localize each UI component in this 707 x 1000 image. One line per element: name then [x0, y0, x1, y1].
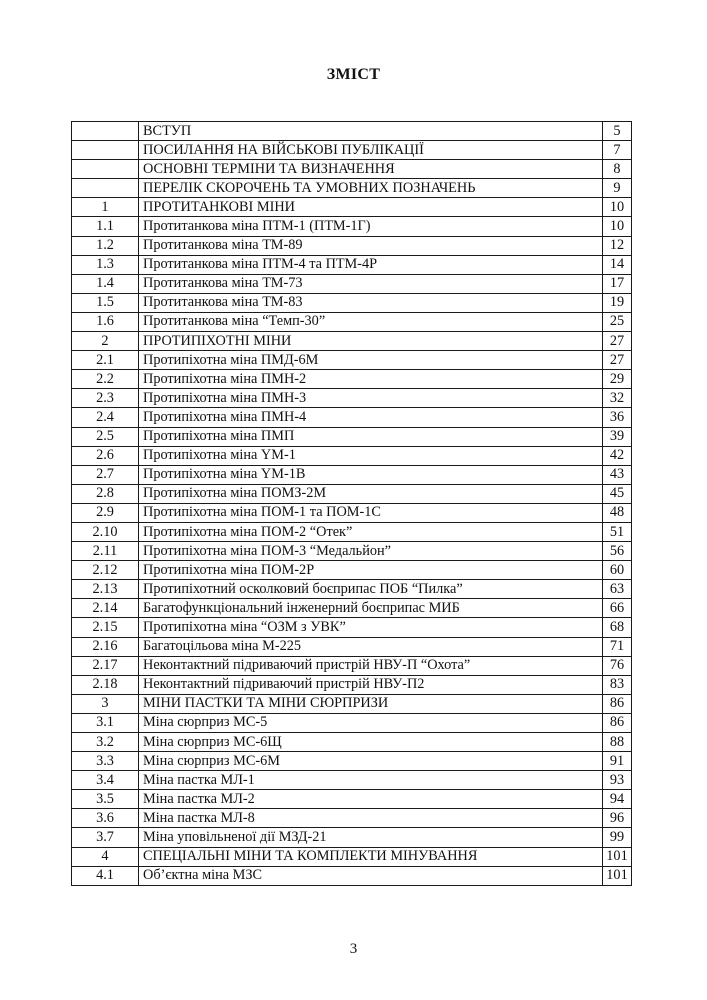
- section-number: 2.15: [72, 618, 139, 637]
- page-ref: 88: [603, 733, 632, 752]
- page-ref: 101: [603, 847, 632, 866]
- section-title: Протипіхотна міна ПМП: [139, 427, 603, 446]
- toc-row: [72, 160, 632, 179]
- section-title: ПОСИЛАННЯ НА ВІЙСЬКОВІ ПУБЛІКАЦІЇ: [139, 141, 603, 160]
- section-number: 2.13: [72, 580, 139, 599]
- page-ref: 32: [603, 389, 632, 408]
- section-title: Протитанкова міна ПТМ-4 та ПТМ-4Р: [139, 255, 603, 274]
- section-title: Міна пастка МЛ-2: [139, 790, 603, 809]
- section-title: Протипіхотна міна ПМН-2: [139, 370, 603, 389]
- page-ref: 10: [603, 217, 632, 236]
- toc-row: [72, 542, 632, 561]
- page-ref: 42: [603, 446, 632, 465]
- page-ref: 9: [603, 179, 632, 198]
- section-number: 2.7: [72, 465, 139, 484]
- toc-row: [72, 771, 632, 790]
- section-title: ПЕРЕЛІК СКОРОЧЕНЬ ТА УМОВНИХ ПОЗНАЧЕНЬ: [139, 179, 603, 198]
- page-ref: 60: [603, 561, 632, 580]
- section-number: 2.12: [72, 561, 139, 580]
- section-number: [72, 160, 139, 179]
- section-title: Міна пастка МЛ-8: [139, 809, 603, 828]
- section-title: Протипіхотна міна ПОМ-2Р: [139, 561, 603, 580]
- section-number: 2.17: [72, 656, 139, 675]
- table-of-contents: [71, 121, 632, 886]
- page-ref: 5: [603, 122, 632, 141]
- toc-row: [72, 637, 632, 656]
- page-ref: 10: [603, 198, 632, 217]
- toc-row: [72, 561, 632, 580]
- section-number: 1.6: [72, 312, 139, 331]
- toc-body: [72, 122, 632, 886]
- section-title: Протитанкова міна ТМ-89: [139, 236, 603, 255]
- section-title: Неконтактний підриваючий пристрій НВУ-П2: [139, 675, 603, 694]
- section-number: 1.1: [72, 217, 139, 236]
- page-ref: 51: [603, 522, 632, 541]
- section-number: 2.5: [72, 427, 139, 446]
- page-ref: 91: [603, 752, 632, 771]
- section-number: 2.14: [72, 599, 139, 618]
- page-ref: 27: [603, 351, 632, 370]
- section-number: 2.4: [72, 408, 139, 427]
- toc-row: [72, 236, 632, 255]
- section-title: ВСТУП: [139, 122, 603, 141]
- toc-row: [72, 599, 632, 618]
- toc-row: [72, 465, 632, 484]
- page-ref: 17: [603, 274, 632, 293]
- section-title: Міна пастка МЛ-1: [139, 771, 603, 790]
- section-title: Міна сюрприз МС-6Щ: [139, 733, 603, 752]
- section-title: СПЕЦІАЛЬНІ МІНИ ТА КОМПЛЕКТИ МІНУВАННЯ: [139, 847, 603, 866]
- toc-row: [72, 675, 632, 694]
- section-title: Протитанкова міна “Темп-30”: [139, 312, 603, 331]
- page-ref: 25: [603, 312, 632, 331]
- page-ref: 76: [603, 656, 632, 675]
- section-title: Багатофункціональний інженерний боєприпас МИБ: [139, 599, 603, 618]
- section-number: 3.2: [72, 733, 139, 752]
- section-title: Міна уповільненої дії МЗД-21: [139, 828, 603, 847]
- toc-row: [72, 656, 632, 675]
- section-number: 2.8: [72, 484, 139, 503]
- page-ref: 27: [603, 332, 632, 351]
- page-ref: 66: [603, 599, 632, 618]
- toc-row: [72, 332, 632, 351]
- section-title: Міна сюрприз МС-6М: [139, 752, 603, 771]
- toc-row: [72, 790, 632, 809]
- section-number: 4.1: [72, 866, 139, 885]
- section-number: 2.10: [72, 522, 139, 541]
- section-title: Неконтактний підриваючий пристрій НВУ-П “Охота”: [139, 656, 603, 675]
- section-title: ПРОТИПІХОТНІ МІНИ: [139, 332, 603, 351]
- toc-row: [72, 141, 632, 160]
- toc-row: [72, 293, 632, 312]
- section-title: Протипіхотна міна “ОЗМ з УВК”: [139, 618, 603, 637]
- section-number: 3.4: [72, 771, 139, 790]
- page-ref: 39: [603, 427, 632, 446]
- page-ref: 14: [603, 255, 632, 274]
- page-ref: 83: [603, 675, 632, 694]
- toc-row: [72, 427, 632, 446]
- page-ref: 93: [603, 771, 632, 790]
- section-title: Протипіхотна міна YМ-1: [139, 446, 603, 465]
- toc-row: [72, 752, 632, 771]
- section-number: 2.9: [72, 503, 139, 522]
- toc-row: [72, 618, 632, 637]
- page-ref: 45: [603, 484, 632, 503]
- section-title: МІНИ ПАСТКИ ТА МІНИ СЮРПРИЗИ: [139, 694, 603, 713]
- section-title: Міна сюрприз МС-5: [139, 713, 603, 732]
- toc-row: [72, 809, 632, 828]
- section-title: Протитанкова міна ТМ-83: [139, 293, 603, 312]
- toc-row: [72, 522, 632, 541]
- page-ref: 96: [603, 809, 632, 828]
- page-ref: 56: [603, 542, 632, 561]
- section-title: Протипіхотна міна ПОМ-3 “Медальйон”: [139, 542, 603, 561]
- section-number: 1.2: [72, 236, 139, 255]
- page-number: 3: [349, 941, 358, 957]
- section-number: 2.16: [72, 637, 139, 656]
- section-number: 2.2: [72, 370, 139, 389]
- section-number: 2.11: [72, 542, 139, 561]
- toc-row: [72, 198, 632, 217]
- page-ref: 86: [603, 713, 632, 732]
- section-title: Протипіхотна міна ПМН-3: [139, 389, 603, 408]
- section-title: Багатоцільова міна М-225: [139, 637, 603, 656]
- page-ref: 48: [603, 503, 632, 522]
- page-ref: 99: [603, 828, 632, 847]
- section-title: Протипіхотна міна ПОМЗ-2М: [139, 484, 603, 503]
- section-title: Протитанкова міна ТМ-73: [139, 274, 603, 293]
- section-title: Протипіхотна міна YМ-1В: [139, 465, 603, 484]
- section-number: 2.3: [72, 389, 139, 408]
- page-ref: 101: [603, 866, 632, 885]
- page-ref: 36: [603, 408, 632, 427]
- toc-row: [72, 847, 632, 866]
- toc-row: [72, 351, 632, 370]
- section-number: 3.1: [72, 713, 139, 732]
- section-title: Протипіхотна міна ПОМ-1 та ПОМ-1С: [139, 503, 603, 522]
- toc-row: [72, 408, 632, 427]
- toc-row: [72, 580, 632, 599]
- section-number: 3.6: [72, 809, 139, 828]
- page-ref: 94: [603, 790, 632, 809]
- section-title: Протипіхотна міна ПМД-6М: [139, 351, 603, 370]
- section-number: 2.1: [72, 351, 139, 370]
- section-number: 3.5: [72, 790, 139, 809]
- section-number: 1.4: [72, 274, 139, 293]
- section-number: 3.7: [72, 828, 139, 847]
- page-ref: 68: [603, 618, 632, 637]
- section-number: 4: [72, 847, 139, 866]
- toc-row: [72, 484, 632, 503]
- toc-row: [72, 179, 632, 198]
- section-number: 3.3: [72, 752, 139, 771]
- section-number: 2.18: [72, 675, 139, 694]
- page-ref: 29: [603, 370, 632, 389]
- section-title: ПРОТИТАНКОВІ МІНИ: [139, 198, 603, 217]
- page-ref: 86: [603, 694, 632, 713]
- section-title: Об’єктна міна МЗС: [139, 866, 603, 885]
- section-number: 3: [72, 694, 139, 713]
- page-ref: 43: [603, 465, 632, 484]
- toc-row: [72, 713, 632, 732]
- toc-row: [72, 255, 632, 274]
- section-number: [72, 179, 139, 198]
- toc-row: [72, 274, 632, 293]
- section-number: [72, 122, 139, 141]
- section-number: [72, 141, 139, 160]
- page-ref: 8: [603, 160, 632, 179]
- section-title: Протитанкова міна ПТМ-1 (ПТМ-1Г): [139, 217, 603, 236]
- section-title: Протипіхотний осколковий боєприпас ПОБ “Пилка”: [139, 580, 603, 599]
- toc-row: [72, 828, 632, 847]
- page-ref: 7: [603, 141, 632, 160]
- section-number: 1: [72, 198, 139, 217]
- toc-row: [72, 370, 632, 389]
- section-title: ОСНОВНІ ТЕРМІНИ ТА ВИЗНАЧЕННЯ: [139, 160, 603, 179]
- page-title: ЗМІСТ: [326, 66, 381, 83]
- toc-row: [72, 446, 632, 465]
- toc-row: [72, 312, 632, 331]
- page-ref: 19: [603, 293, 632, 312]
- section-number: 2.6: [72, 446, 139, 465]
- toc-row: [72, 866, 632, 885]
- section-number: 1.3: [72, 255, 139, 274]
- section-title: Протипіхотна міна ПОМ-2 “Отек”: [139, 522, 603, 541]
- toc-row: [72, 217, 632, 236]
- toc-row: [72, 694, 632, 713]
- section-title: Протипіхотна міна ПМН-4: [139, 408, 603, 427]
- toc-row: [72, 122, 632, 141]
- section-number: 2: [72, 332, 139, 351]
- toc-row: [72, 733, 632, 752]
- toc-row: [72, 389, 632, 408]
- page-ref: 71: [603, 637, 632, 656]
- section-number: 1.5: [72, 293, 139, 312]
- toc-row: [72, 503, 632, 522]
- page-ref: 63: [603, 580, 632, 599]
- page-ref: 12: [603, 236, 632, 255]
